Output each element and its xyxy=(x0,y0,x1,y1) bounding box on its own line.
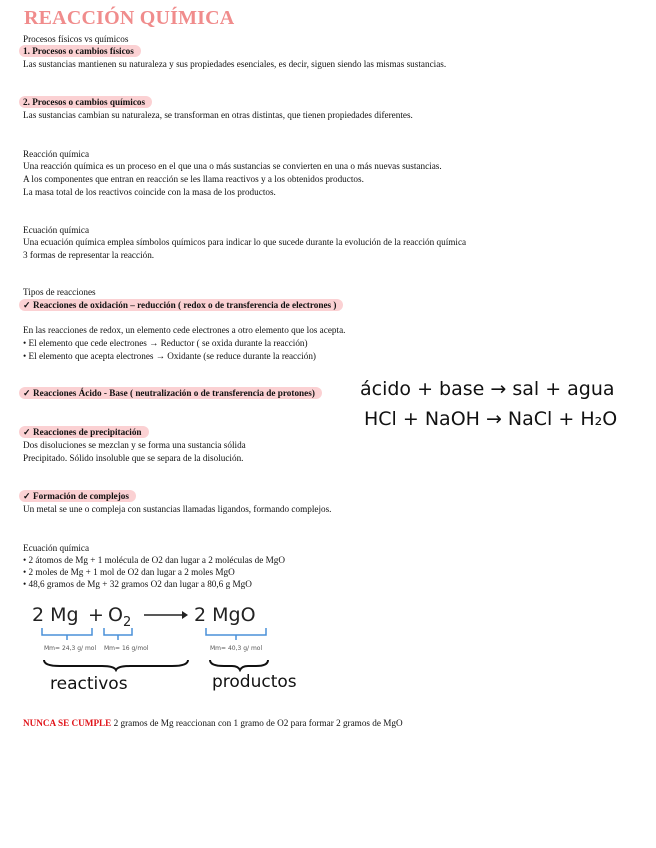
reaccion-line-1: Una reacción química es un proceso en el que una o más sustancias se convierten en una o más nuevas sustancias. xyxy=(23,161,442,171)
ecuacion-bullet-3: • 48,6 gramos de Mg + 32 gramos O2 dan lugar a 80,6 g MgO xyxy=(23,579,252,589)
section-heading-ecuacion: Ecuación química xyxy=(23,225,90,235)
reaccion-line-3: La masa total de los reactivos coincide con la masa de los productos. xyxy=(23,187,276,197)
diagram-2mgo: 2 MgO xyxy=(194,604,256,626)
complejos-desc: Un metal se une o compleja con sustancias llamadas ligandos, formando complejos. xyxy=(23,504,332,514)
bracket-o2 xyxy=(104,628,132,640)
handwritten-acido-base: ácido + base → sal + agua xyxy=(360,378,615,400)
reaccion-line-2: A los componentes que entran en reacción se les llama reactivos y a los obtenidos productos. xyxy=(23,174,364,184)
tipo-complejos xyxy=(23,490,136,502)
redox-bullet-2: • El elemento que acepta electrones → Oxidante (se reduce durante la reacción) xyxy=(23,351,316,361)
cambios-quimicos-desc: Las sustancias cambian su naturaleza, se transforman en otras distintas, que tienen propiedades diferentes. xyxy=(23,110,413,120)
molar-mass-mg: Mm= 24,3 g/ mol xyxy=(44,645,97,652)
tipo-precipitacion xyxy=(23,426,149,438)
footer-text: 2 gramos de Mg reaccionan con 1 gramo de O2 para formar 2 gramos de MgO xyxy=(111,718,403,728)
ecuacion-bullet-2: • 2 moles de Mg + 1 mol de O2 dan lugar a 2 moles MgO xyxy=(23,567,235,577)
section-heading-ecuacion-2: Ecuación química xyxy=(23,543,90,553)
bracket-mg xyxy=(42,628,92,640)
label-productos: productos xyxy=(212,672,297,692)
ecuacion-bullet-1: • 2 átomos de Mg + 1 molécula de O2 dan lugar a 2 moléculas de MgO xyxy=(23,555,286,565)
page-title: REACCIÓN QUÍMICA xyxy=(24,7,235,29)
molar-mass-o2: Mm= 16 g/mol xyxy=(104,645,149,652)
diagram-2mg: 2 Mg xyxy=(32,604,79,626)
molar-mass-mgo: Mm= 40,3 g/ mol xyxy=(210,645,263,652)
diagram-o: O xyxy=(108,604,123,626)
tipo-redox xyxy=(23,299,343,311)
brace-productos xyxy=(210,660,268,670)
section-heading-reaccion: Reacción química xyxy=(23,149,90,159)
section-heading-tipos: Tipos de reacciones xyxy=(23,287,96,297)
redox-desc: En las reacciones de redox, un elemento cede electrones a otro elemento que los acepta. xyxy=(23,325,346,335)
redox-bullet-1: • El elemento que cede electrones → Reductor ( se oxida durante la reacción) xyxy=(23,338,308,348)
item-cambios-fisicos xyxy=(23,45,141,57)
ecuacion-line-2: 3 formas de representar la reacción. xyxy=(23,250,155,260)
footer-warning: NUNCA SE CUMPLE xyxy=(23,718,112,728)
diagram-plus: + xyxy=(88,604,104,626)
brace-reactivos xyxy=(44,660,188,670)
precipitacion-desc-1: Dos disoluciones se mezclan y se forma una sustancia sólida xyxy=(23,440,246,450)
footer-note xyxy=(23,717,403,729)
diagram-curly-braces xyxy=(40,656,280,672)
label-reactivos: reactivos xyxy=(50,674,128,694)
ecuacion-line-1: Una ecuación química emplea símbolos químicos para indicar lo que sucede durante la evolución de la reacción química xyxy=(23,237,467,247)
diagram-o-subscript: 2 xyxy=(122,614,132,630)
tipo-redox-label: ✓ Reacciones de oxidación – reducción ( redox o de transferencia de electrones ) xyxy=(19,299,343,311)
item-cambios-quimicos xyxy=(23,96,152,108)
reaction-arrow-icon xyxy=(142,607,188,623)
handwritten-hcl-naoh: HCl + NaOH → NaCl + H₂O xyxy=(364,408,618,430)
tipo-precipitacion-label: ✓ Reacciones de precipitación xyxy=(19,426,149,438)
tipo-complejos-label: ✓ Formación de complejos xyxy=(19,490,136,502)
tipo-acido-base-label: ✓ Reacciones Ácido - Base ( neutralización o de transferencia de protones) xyxy=(19,387,322,399)
cambios-fisicos-desc: Las sustancias mantienen su naturaleza y sus propiedades esenciales, es decir, siguen siendo las mismas sustancias. xyxy=(23,59,447,69)
item-cambios-quimicos-label: 2. Procesos o cambios químicos xyxy=(19,96,152,108)
precipitacion-desc-2: Precipitado. Sólido insoluble que se separa de la disolución. xyxy=(23,453,244,463)
tipo-acido-base xyxy=(23,387,322,399)
item-cambios-fisicos-label: 1. Procesos o cambios físicos xyxy=(19,45,141,57)
section-heading-procesos: Procesos físicos vs químicos xyxy=(23,34,129,44)
diagram-brackets xyxy=(40,626,280,642)
bracket-mgo xyxy=(206,628,266,640)
